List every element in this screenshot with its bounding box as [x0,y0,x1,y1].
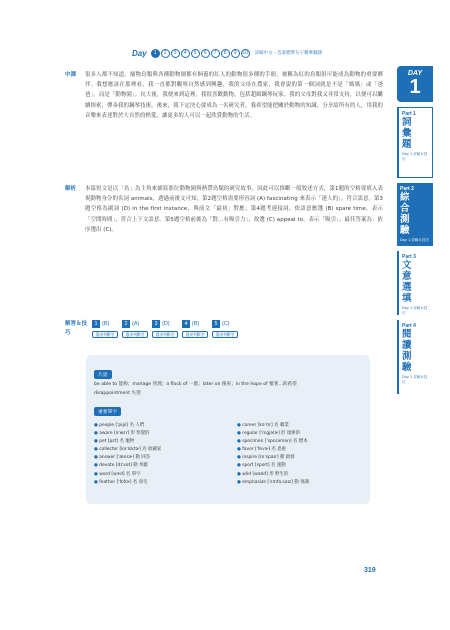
vocab-word-text: feather [ˈfɛðɚ] 名 羽毛 [99,479,148,485]
part-label: Part 4 [402,323,416,329]
vocab-word-text: wild [waɪld] 形 野生的 [242,471,289,477]
sidebar-part-3[interactable] [397,251,433,315]
part-note: Day 1 詳解＆技巧 [402,375,428,384]
day-circle-5[interactable]: 5 [191,49,200,58]
answer-item [122,320,148,328]
answers-section [65,320,383,338]
answer-letter: (B) [192,321,200,327]
vocab-word [94,422,219,430]
day-circle-10[interactable]: 10 [242,49,248,56]
answer-number: 4 [182,320,190,328]
word-column-right [237,422,362,487]
translation-text: 很多人都不知道，寵物鳥類與各種動物園都有飼養的紅人的動物很多種的手冊，被稱為紅的鳥類很可能成為動物的重要夥伴。我想應該在那裡看，我一直都對觀察自然感到興趣，我的父母在農家，我會說的第一個詞就是不是「媽媽」或「爸爸」，而是「動物園」。長大後，我便來到這裡，我很喜歡動物，包括超級鋼琴玩家。我的父母對我又非常支持，以便可以繼續探索，彈奏我的鋼琴技術。後來，我下定決心要成為一名研究者，我希望能把關於動物的知識，分享給所有的人，用我的音樂來表達對於大自然的熱愛，讓更多的人可以一起欣賞動物的生活。 [85,72,383,119]
analysis-text: 本篇短文是以「鳥」為主角來描寫那位動物園與熱帶鳥類的研究故事，因此可以推斷一般敘述方式，第1題的空格要填入表現動物身分的名詞 animals，透過前後文可知，第2題空格需要形容詞 (A) fascinating 來表示「迷人的」，符合語意。第3題空格為副詞 (D) in the first instance，與前文「最初」對應；第4題考連接詞，依語意應選 (B) spare time，表示「空閒時間」，符合上下文語意。第5題空格前後為「對…有吸引力」，故選 (C) appeal to，表示「吸引」。最佳答案為：依序選出 (C)。 [85,186,383,233]
day-circle-6[interactable]: 6 [201,49,210,58]
answer-type-badge: 選項判斷型 [212,331,238,338]
sidebar-part-2[interactable] [397,183,433,246]
bullet-icon: ● [94,447,100,453]
answer-number: 3 [152,320,160,328]
vocab-word [94,454,219,462]
bullet-icon: ● [94,471,100,477]
day-circle-7[interactable]: 7 [211,49,220,58]
part-note: Day 1 詳解＆技巧 [400,238,429,242]
answer-item [212,320,238,328]
part-title: 文意選填 [402,260,412,304]
main-content [65,70,383,338]
part-title: 閱讀測驗 [402,329,412,373]
vocab-word-text: aware [əˈwɛr] 形 察覺的 [99,431,150,437]
vocab-word [94,446,219,454]
day-circle-9[interactable]: 9 [231,49,240,58]
answer-item [92,320,118,328]
day-strip-label: Day [132,48,147,58]
answer-letter: (D) [162,321,170,327]
vocab-word-text: pet [pɛt] 名 寵物 [99,439,135,445]
answers-row [92,320,238,328]
answer-type-badge: 選項判斷型 [92,331,118,338]
translation-paragraph [65,70,383,176]
vocab-word [237,471,362,479]
vocab-word-text: favor [ˈfevɚ] 名 恩惠 [242,447,286,453]
vocab-word [94,471,219,479]
vocab-word-text: inspire [ɪnˈspaɪr] 動 啟發 [242,455,295,461]
vocab-word [237,446,362,454]
bullet-icon: ● [237,423,243,428]
answer-number: 2 [122,320,130,328]
answer-letter: (C) [222,321,230,327]
vocab-word-text: people [ˈpipl] 名 人們 [99,423,145,428]
answer-number: 1 [92,320,100,328]
vocab-line: disappointment 失望 [94,391,141,396]
bullet-icon: ● [94,463,100,469]
answer-type-badge: 選項判斷型 [152,331,178,338]
bullet-icon: ● [237,455,243,461]
vocab-word [237,438,362,446]
part-title: 詞彙題 [402,117,412,150]
vocab-word-text: emphasize [ˈɛmfəˌsaɪz] 動 強調 [242,479,309,485]
vocab-word-text: sport [sport] 名 運動 [242,463,286,469]
vocab-word-text: word [wɝd] 名 單字 [99,471,141,477]
bullet-icon: ● [237,439,243,445]
word-columns [94,422,362,487]
day-circle-4[interactable]: 4 [181,49,190,58]
badges-row [92,331,238,338]
answers-tag: 解答＆技巧 [65,321,88,336]
part-label: Part 2 [400,186,414,192]
vocab-word-text: specimen [ˈspɛsəmən] 名 標本 [242,439,308,445]
vocab-sub-header: 重要單字 [94,407,121,416]
section-sidebar [397,66,433,394]
vocab-word [237,422,362,430]
vocab-word [94,430,219,438]
answers-grid [92,320,238,338]
answer-type-badge: 選項判斷型 [182,331,208,338]
bullet-icon: ● [237,431,243,437]
part-title: 綜合測驗 [400,192,410,236]
bullet-icon: ● [237,479,243,485]
part-note: Day 1 詳解＆技巧 [402,306,428,315]
answer-item [152,320,178,328]
day-tab-number: 1 [409,76,421,98]
day-circle-3[interactable]: 3 [171,49,180,58]
day-navigation-strip [132,47,322,59]
answer-type-badge: 選項判斷型 [122,331,148,338]
day-circle-1[interactable]: 1 [151,49,160,58]
part-label: Part 1 [402,111,416,117]
vocab-word [237,454,362,462]
part-label: Part 3 [402,254,416,260]
bullet-icon: ● [94,423,100,428]
vocab-word [94,479,219,487]
answer-letter: (A) [132,321,140,327]
vocabulary-box [86,355,370,504]
answer-letter: (B) [102,321,110,327]
vocab-word [94,438,219,446]
answer-item [182,320,208,328]
vocab-word [237,479,362,487]
analysis-tag: 解析 [65,186,77,192]
vocab-line: be able to 能夠；manage 管理；a flock of 一群；later on 後來；in the hope of 懷著…的希望 [94,382,297,387]
analysis-paragraph [65,184,383,304]
bullet-icon: ● [94,431,100,437]
vocab-word-text: regular [ˈrɛgjəlɚ] 形 規律的 [242,431,301,437]
bullet-icon: ● [94,479,100,485]
sidebar-part-4[interactable] [397,320,433,394]
vocab-word-text: collector [kəˈlɛktɚ] 名 收藏家 [99,447,162,453]
sidebar-part-1[interactable] [397,107,433,178]
day-circle-2[interactable]: 2 [161,49,170,58]
bullet-icon: ● [237,471,243,477]
translation-tag: 中譯 [65,72,77,78]
day-strip-note: 詳解中文・答案標準句子精華翻譯 [254,51,323,56]
answer-number: 5 [212,320,220,328]
day-tab[interactable] [397,66,433,102]
bullet-icon: ● [237,447,243,453]
vocab-word [94,462,219,470]
vocab-word [237,430,362,438]
vocab-word-text: answer [ˈænsɚ] 動 回答 [99,455,151,461]
part-note: Day 1 詳解＆技巧 [402,152,428,161]
vocab-header: 片語 [94,370,112,379]
vocab-word [237,462,362,470]
vocab-word-text: career [kəˈrɪr] 名 職業 [242,423,289,428]
bullet-icon: ● [94,455,100,461]
vocab-word-text: devote [dɪˈvot] 動 奉獻 [99,463,148,469]
day-circle-8[interactable]: 8 [221,49,230,58]
page-number: 319 [364,567,376,574]
word-column-left [94,422,219,487]
bullet-icon: ● [94,439,100,445]
day-tab-label: DAY [407,70,423,77]
bullet-icon: ● [237,463,243,469]
